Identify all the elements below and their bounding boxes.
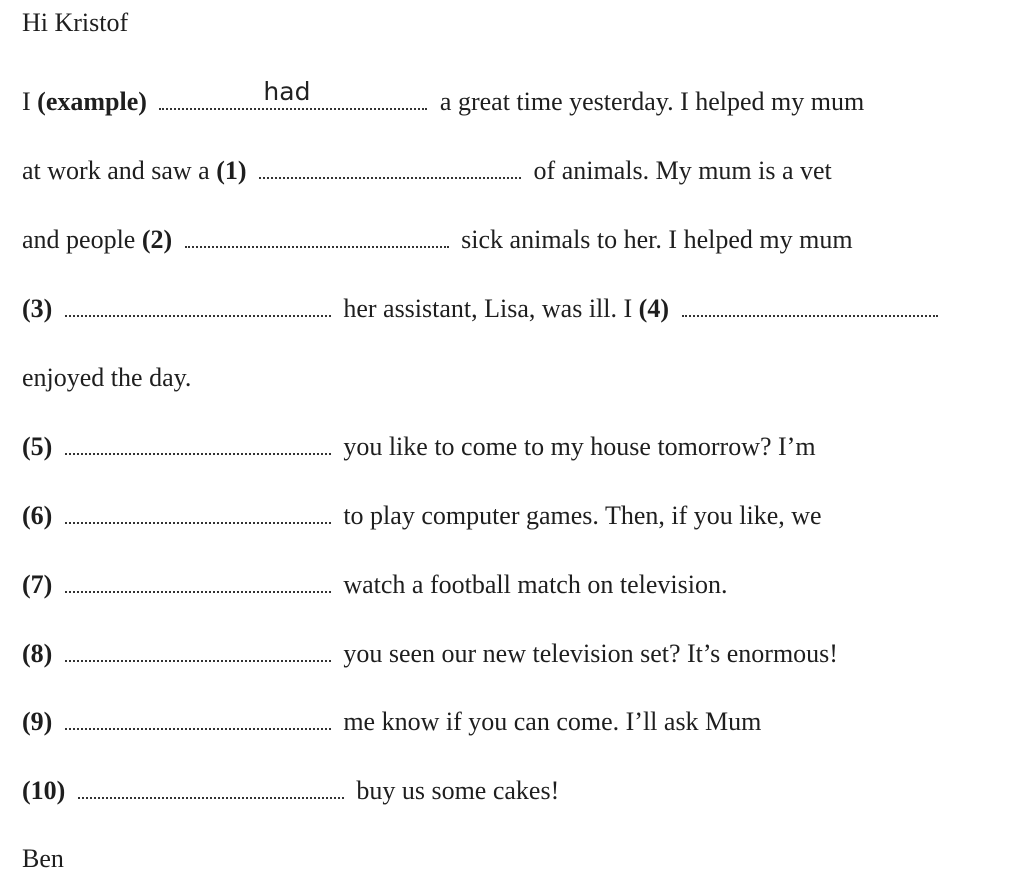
item-number-10: (10) bbox=[22, 776, 66, 805]
line-2-text-after: sick animals to her. I helped my mum bbox=[461, 225, 853, 254]
line-10-text: buy us some cakes! bbox=[356, 776, 560, 805]
item-number-9: (9) bbox=[22, 707, 53, 736]
line-9 bbox=[22, 707, 761, 737]
example-blank bbox=[159, 77, 427, 110]
line-2 bbox=[22, 225, 853, 255]
blank-3[interactable] bbox=[65, 297, 331, 317]
line-6-text: to play computer games. Then, if you like, we bbox=[343, 501, 822, 530]
line-8-text: you seen our new television set? It’s enormous! bbox=[343, 639, 838, 668]
greeting: Hi Kristof bbox=[22, 8, 129, 37]
example-answer: had bbox=[263, 77, 311, 106]
line-7-text: watch a football match on television. bbox=[343, 570, 728, 599]
line-2-text-before: and people bbox=[22, 225, 136, 254]
line-8 bbox=[22, 639, 838, 669]
item-number-4: (4) bbox=[638, 294, 669, 323]
line-4: enjoyed the day. bbox=[22, 363, 192, 392]
item-number-7: (7) bbox=[22, 570, 53, 599]
line-9-text: me know if you can come. I’ll ask Mum bbox=[343, 707, 762, 736]
blank-5[interactable] bbox=[65, 435, 331, 455]
line-5 bbox=[22, 432, 816, 462]
line-3-text: her assistant, Lisa, was ill. I bbox=[343, 294, 633, 323]
line-6 bbox=[22, 501, 822, 531]
blank-4[interactable] bbox=[682, 297, 938, 317]
line-10 bbox=[22, 776, 559, 806]
blank-1[interactable] bbox=[259, 159, 521, 179]
line-3 bbox=[22, 294, 944, 324]
item-number-5: (5) bbox=[22, 432, 53, 461]
example-text: a great time yesterday. I helped my mum bbox=[439, 87, 865, 116]
blank-10[interactable] bbox=[78, 779, 344, 799]
example-line bbox=[22, 77, 865, 117]
item-number-2: (2) bbox=[141, 225, 173, 254]
line-1 bbox=[22, 156, 832, 186]
signoff: Ben bbox=[22, 844, 64, 873]
blank-7[interactable] bbox=[65, 573, 331, 593]
blank-2[interactable] bbox=[185, 228, 449, 248]
item-number-8: (8) bbox=[22, 639, 53, 668]
line-1-text-after: of animals. My mum is a vet bbox=[533, 156, 832, 185]
blank-9[interactable] bbox=[65, 710, 331, 730]
example-label: (example) bbox=[37, 87, 147, 116]
example-pronoun: I bbox=[22, 87, 31, 116]
line-5-text: you like to come to my house tomorrow? I’m bbox=[343, 432, 816, 461]
blank-8[interactable] bbox=[65, 642, 331, 662]
blank-6[interactable] bbox=[65, 504, 331, 524]
line-7 bbox=[22, 570, 727, 600]
line-1-text-before: at work and saw a bbox=[22, 156, 210, 185]
item-number-6: (6) bbox=[22, 501, 53, 530]
item-number-1: (1) bbox=[216, 156, 247, 185]
item-number-3: (3) bbox=[22, 294, 53, 323]
